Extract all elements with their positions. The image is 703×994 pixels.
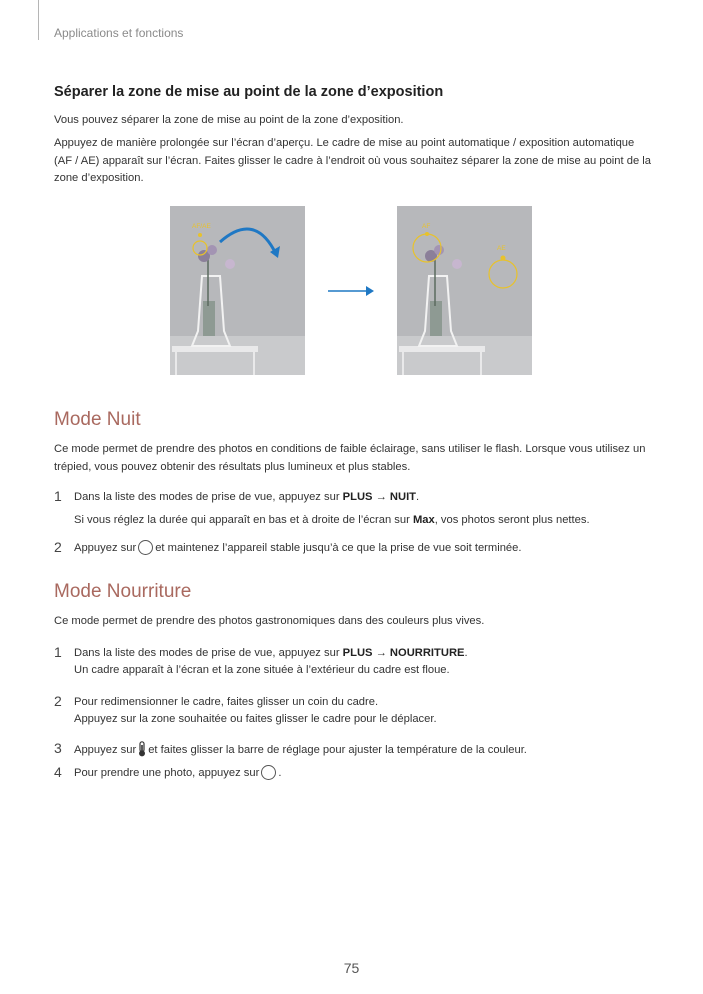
- af-label: AF: [422, 223, 431, 230]
- menu-night: NUIT: [389, 491, 417, 503]
- option-max: Max: [412, 514, 435, 526]
- preview-photo-before: [170, 206, 305, 375]
- step-subtext: Un cadre apparaît à l’écran et la zone située à l’extérieur du cadre est floue.: [74, 664, 450, 676]
- step-number: 2: [54, 693, 62, 709]
- step-text-end: et maintenez l’appareil stable jusqu’à ce que la prise de vue soit terminée.: [155, 542, 522, 554]
- running-header: Applications et fonctions: [54, 26, 184, 40]
- section-title-food-mode: Mode Nourriture: [54, 581, 192, 602]
- step-text: Appuyez sur: [74, 744, 137, 756]
- food-mode-intro: Ce mode permet de prendre des photos gastronomiques dans des couleurs plus vives.: [54, 615, 485, 627]
- section-title-night-mode: Mode Nuit: [54, 409, 141, 430]
- step-text: Appuyez sur: [74, 542, 137, 554]
- step-subtext: Appuyez sur la zone souhaitée ou faites glisser le cadre pour le déplacer.: [74, 713, 437, 725]
- step-text: Pour prendre une photo, appuyez sur: [74, 767, 260, 779]
- step-number: 3: [54, 740, 62, 756]
- menu-more: PLUS: [342, 491, 373, 503]
- step-text: Dans la liste des modes de prise de vue, appuyez sur: [74, 647, 343, 659]
- section-title-focus-exposure: Séparer la zone de mise au point de la zone d’exposition: [54, 84, 444, 100]
- focus-intro: Vous pouvez séparer la zone de mise au point de la zone d’exposition.: [54, 114, 404, 126]
- step-number: 1: [54, 644, 62, 660]
- arrow-text: →: [372, 647, 390, 659]
- thermometer-icon: [137, 741, 147, 757]
- menu-more: PLUS: [342, 647, 373, 659]
- step-text-end: .: [464, 647, 468, 659]
- step-text-end: .: [416, 491, 420, 503]
- step-text: Pour redimensionner le cadre, faites glisser un coin du cadre.: [74, 696, 379, 708]
- menu-food: NOURRITURE: [389, 647, 465, 659]
- preview-photo-after: [397, 206, 532, 375]
- step-number: 1: [54, 488, 62, 504]
- step-text: Dans la liste des modes de prise de vue, appuyez sur: [74, 491, 343, 503]
- step-number: 2: [54, 539, 62, 555]
- shutter-button-icon: [138, 540, 153, 555]
- focus-body: Appuyez de manière prolongée sur l’écran d’aperçu. Le cadre de mise au point automatique / exposition automatique (AF / AE) apparaît sur l’écran. Faites glisser le cadre à l’endroit où vous souhaitez séparer la zone de mise au point de la zone d’exposition.: [54, 137, 651, 184]
- step-text-end: .: [278, 767, 282, 779]
- step-subtext-end: , vos photos seront plus nettes.: [434, 514, 590, 526]
- af-ae-label: AF/AE: [192, 223, 211, 230]
- arrow-text: →: [372, 491, 390, 503]
- step-subtext: Si vous réglez la durée qui apparaît en bas et à droite de l’écran sur: [74, 514, 413, 526]
- shutter-button-icon: [261, 765, 276, 780]
- page-number: 75: [343, 960, 360, 976]
- night-mode-intro: Ce mode permet de prendre des photos en conditions de faible éclairage, sans utiliser le flash. Lorsque vous utilisez un trépied, vous pouvez obtenir des résultats plus lumineux et plus stables.: [54, 443, 646, 473]
- step-number: 4: [54, 764, 62, 780]
- step-text-end: et faites glisser la barre de réglage pour ajuster la température de la couleur.: [148, 744, 527, 756]
- ae-label: AE: [497, 245, 506, 252]
- header-rule: [38, 0, 39, 40]
- arrow-right-icon: [328, 284, 376, 298]
